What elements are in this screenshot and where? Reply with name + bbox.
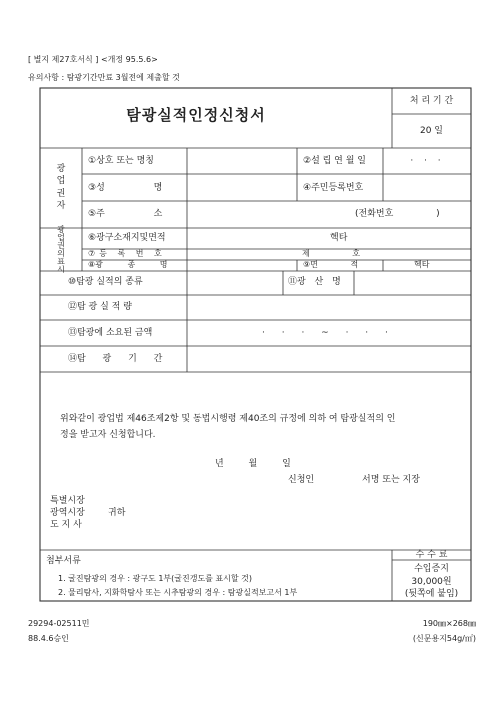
location-area-unit: 헥타 — [330, 233, 348, 243]
date-line[interactable]: 년 월 일 — [215, 459, 291, 469]
address-label: ⑤주 소 — [88, 209, 163, 219]
mineral-type-field[interactable] — [188, 261, 296, 271]
signature-label[interactable]: 서명 또는 지장 — [362, 475, 420, 485]
location-area-field[interactable] — [188, 229, 470, 248]
form-number: [ 별지 제27호서식 ] <개정 95.5.6> — [28, 55, 158, 64]
notice-text: 유의사항 : 탐광기간만료 3월전에 제출할 것 — [28, 73, 180, 82]
group-label-mining-right-display: 광 업 권 의 표 시 — [57, 224, 65, 274]
fee-stamp-label: 수입증지 — [414, 564, 449, 574]
footer-approval: 88.4.6승인 — [28, 634, 69, 643]
exploration-period-label: ⑭탐 광 기 간 — [68, 354, 163, 364]
footer-paper-size: 190㎜×268㎜ — [422, 619, 476, 628]
establishment-date-label: ②설 립 연 월 일 — [303, 156, 366, 166]
mine-name-label: ⑪광 산 명 — [288, 277, 341, 287]
business-name-label: ①상호 또는 명칭 — [88, 156, 154, 166]
recipient-line-2: 광역시장 — [50, 508, 85, 518]
attachment-item-2: 2. 물리탐사, 지화학탐사 또는 시추탐광의 경우 : 탐광실적보고서 1부 — [58, 588, 298, 597]
exploration-type-label: ⑩탐광 실적의 종류 — [68, 277, 143, 287]
footer-paper-type: (신문용지54g/㎡) — [412, 634, 476, 643]
group-label-mining-rights-holder: 광 업 권 자 — [56, 163, 66, 211]
exploration-period-field[interactable] — [188, 347, 470, 371]
attachment-item-1: 1. 굴진탐광의 경우 : 광구도 1부(굴진갱도를 표시할 것) — [58, 574, 253, 583]
footer-form-code: 29294-02511민 — [28, 619, 90, 628]
recipient-honorific: 귀하 — [108, 508, 126, 518]
recipient-line-1: 특별시장 — [50, 496, 85, 506]
processing-period-value: 20 일 — [419, 126, 443, 136]
phone-label: (전화번호 ) — [355, 209, 440, 219]
fee-note: (뒷쪽에 붙임) — [404, 589, 459, 599]
registration-number-field[interactable]: 제 호 — [302, 249, 360, 258]
area-label: ⑨면 적 — [303, 260, 359, 269]
processing-period-label: 처 리 기 간 — [409, 96, 454, 106]
area-unit: 헥타 — [414, 260, 430, 269]
attachments-heading: 첨부서류 — [46, 556, 81, 566]
recipient-line-3: 도 지 사 — [50, 520, 82, 530]
resident-number-label: ④주민등록번호 — [303, 183, 364, 193]
establishment-date-field[interactable]: · · · — [410, 156, 445, 166]
exploration-cost-field[interactable]: · · · ~ · · · — [262, 328, 388, 338]
page-title: 탐광실적인정신청서 — [126, 106, 266, 124]
business-name-field[interactable] — [188, 149, 296, 173]
mineral-type-label: ⑧광 종 명 — [88, 260, 168, 269]
statement-line-1: 위와같이 광업법 제46조제2항 및 동법시행령 제40조의 규정에 의하 여 탐광실적의 인 — [60, 414, 396, 424]
exploration-cost-label: ⑬탐광에 소요된 금액 — [68, 328, 153, 338]
name-label: ③성 명 — [88, 183, 163, 193]
statement-line-2: 정을 받고자 신청합니다. — [60, 430, 156, 440]
exploration-amount-label: ⑫탐 광 실 적 량 — [68, 302, 132, 312]
registration-number-label: ⑦등 록 번 호 — [88, 249, 166, 258]
fee-amount: 30,000원 — [411, 577, 452, 587]
fee-heading: 수 수 료 — [415, 550, 448, 560]
applicant-label: 신청인 — [288, 475, 315, 485]
exploration-type-field[interactable] — [188, 272, 282, 294]
name-field[interactable] — [188, 175, 296, 200]
exploration-amount-field[interactable] — [188, 296, 470, 319]
mine-name-field[interactable] — [355, 272, 470, 294]
location-area-label: ⑥광구소재지및면적 — [88, 233, 166, 243]
resident-number-field[interactable] — [384, 175, 470, 200]
